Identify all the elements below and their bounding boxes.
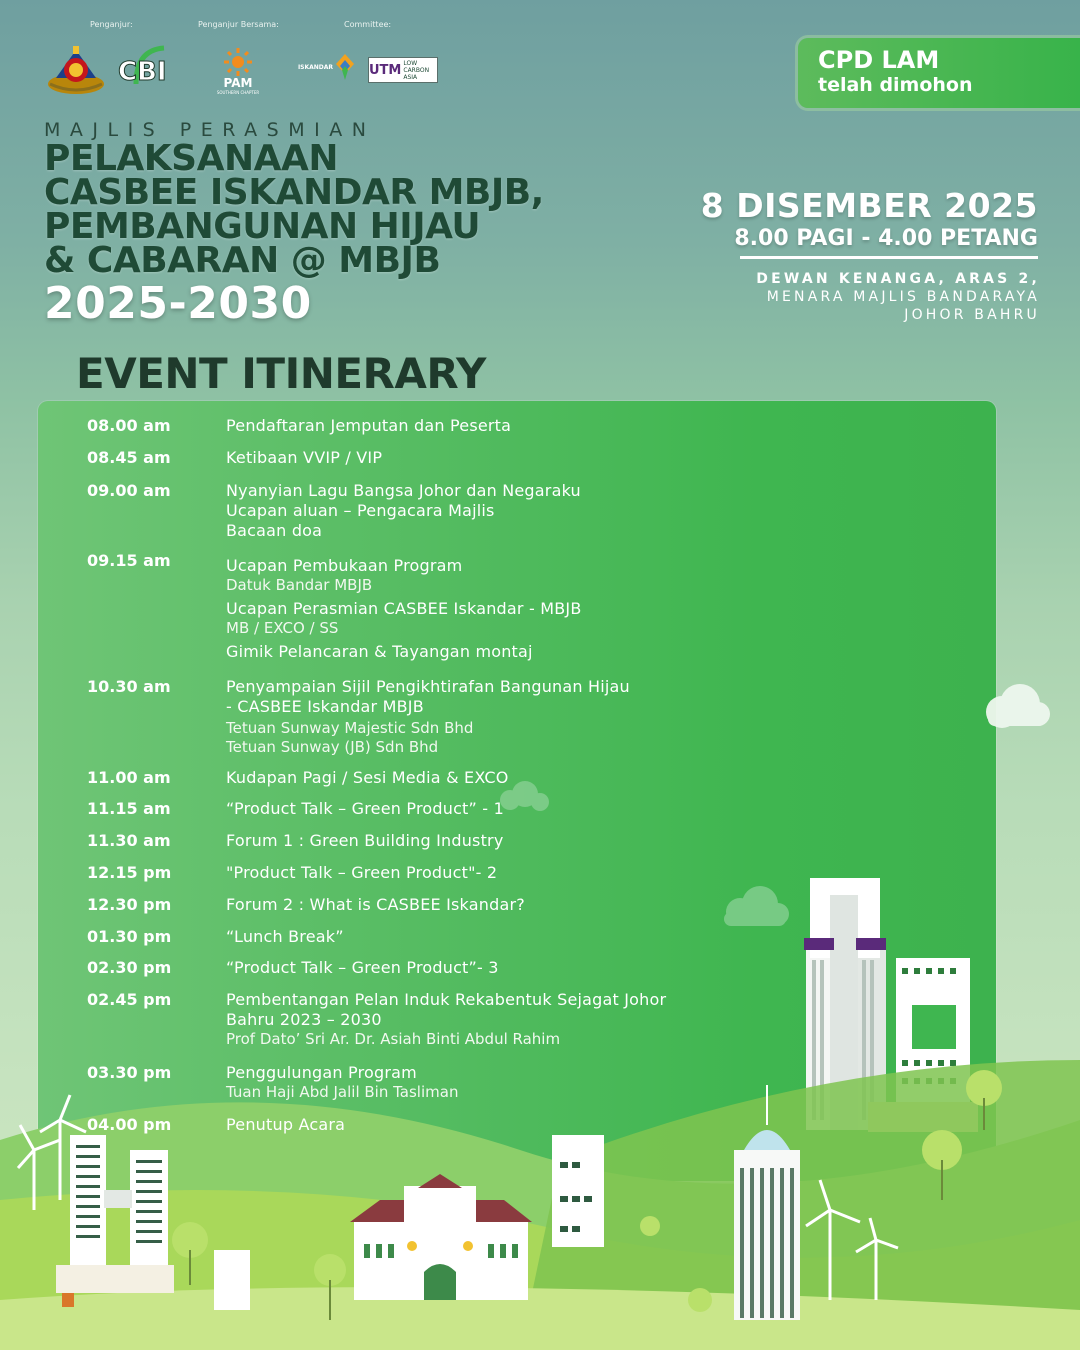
item-time: 12.15 pm — [87, 863, 172, 882]
event-title-line: & CABARAN @ MBJB — [44, 240, 441, 281]
itinerary-heading: EVENT ITINERARY — [76, 349, 486, 398]
iskandar-logo-text: ISKANDAR — [297, 63, 334, 71]
item-activity: Ucapan Perasmian CASBEE Iskandar - MBJB — [226, 599, 582, 618]
utm-logo-text: UTM — [369, 62, 402, 78]
event-title-line: PEMBANGUNAN HIJAU — [44, 206, 481, 247]
event-title-line: PELAKSANAAN — [44, 138, 338, 179]
item-activity: Pendaftaran Jemputan dan Peserta — [226, 416, 512, 435]
label-committee: Committee: — [344, 20, 392, 29]
item-time: 10.30 am — [87, 677, 171, 696]
event-title-line: CASBEE ISKANDAR MBJB, — [44, 172, 544, 213]
event-years: 2025-2030 — [44, 278, 312, 329]
item-speaker: Datuk Bandar MBJB — [226, 576, 373, 594]
item-activity: Ketibaan VVIP / VIP — [226, 448, 383, 467]
cloud-icon — [986, 684, 1050, 728]
item-activity: Bacaan doa — [226, 521, 323, 540]
small-building-icon — [214, 1250, 250, 1310]
item-time: 09.15 am — [87, 551, 171, 570]
item-activity: "Product Talk – Green Product"- 2 — [226, 863, 498, 882]
event-time: 8.00 PAGI - 4.00 PETANG — [734, 226, 1038, 251]
item-activity: Ucapan aluan – Pengacara Majlis — [226, 501, 495, 520]
item-activity: Forum 2 : What is CASBEE Iskandar? — [226, 895, 525, 914]
label-penganjur: Penganjur: — [90, 20, 133, 29]
event-date: 8 DISEMBER 2025 — [700, 186, 1038, 225]
item-time: 12.30 pm — [87, 895, 172, 914]
item-activity: Penutup Acara — [226, 1115, 346, 1134]
item-activity: “Lunch Break” — [226, 927, 344, 946]
item-time: 11.00 am — [87, 768, 171, 787]
item-activity: “Product Talk – Green Product”- 3 — [226, 958, 499, 977]
item-activity: Kudapan Pagi / Sesi Media & EXCO — [226, 768, 509, 787]
item-time: 03.30 pm — [87, 1063, 172, 1082]
pam-logo-text: PAM — [223, 76, 253, 90]
item-activity: Forum 1 : Green Building Industry — [226, 831, 504, 850]
cbi-logo-text: CBI — [118, 57, 167, 87]
item-activity: “Product Talk – Green Product” - 1 — [226, 799, 504, 818]
item-time: 04.00 pm — [87, 1115, 172, 1134]
item-activity: Penyampaian Sijil Pengikhtirafan Bangunan Hijau — [226, 677, 630, 696]
venue-line: DEWAN KENANGA, ARAS 2, — [756, 271, 1040, 287]
cpd-title: CPD LAM — [818, 46, 940, 74]
venue-line: MENARA MAJLIS BANDARAYA — [766, 289, 1040, 305]
event-kicker: MAJLIS PERASMIAN — [44, 119, 376, 141]
item-time: 02.30 pm — [87, 958, 172, 977]
item-time: 08.45 am — [87, 448, 171, 467]
item-activity: Nyanyian Lagu Bangsa Johor dan Negaraku — [226, 481, 581, 500]
item-time: 11.30 am — [87, 831, 171, 850]
item-activity: Pembentangan Pelan Induk Rekabentuk Sejagat Johor — [226, 990, 667, 1009]
pam-logo-subtext: SOUTHERN CHAPTER — [216, 90, 260, 95]
lowcarbon-logo-text: LOW CARBON ASIA — [403, 59, 430, 81]
item-activity: Bahru 2023 – 2030 — [226, 1010, 382, 1029]
item-time: 01.30 pm — [87, 927, 172, 946]
item-speaker: Tuan Haji Abd Jalil Bin Tasliman — [226, 1083, 459, 1101]
item-activity: - CASBEE Iskandar MBJB — [226, 697, 424, 716]
item-speaker: MB / EXCO / SS — [226, 619, 339, 637]
cpd-subtitle: telah dimohon — [818, 74, 973, 96]
venue-line: JOHOR BAHRU — [904, 307, 1040, 323]
item-speaker: Tetuan Sunway (JB) Sdn Bhd — [226, 738, 439, 756]
item-time: 11.15 am — [87, 799, 171, 818]
item-time: 09.00 am — [87, 481, 171, 500]
item-speaker: Tetuan Sunway Majestic Sdn Bhd — [226, 719, 474, 737]
item-activity: Gimik Pelancaran & Tayangan montaj — [226, 642, 533, 661]
item-speaker: Prof Dato’ Sri Ar. Dr. Asiah Binti Abdul Rahim — [226, 1030, 561, 1048]
item-time: 08.00 am — [87, 416, 171, 435]
item-activity: Ucapan Pembukaan Program — [226, 556, 463, 575]
item-activity: Penggulungan Program — [226, 1063, 417, 1082]
item-time: 02.45 pm — [87, 990, 172, 1009]
label-penganjur-bersama: Penganjur Bersama: — [198, 20, 279, 29]
